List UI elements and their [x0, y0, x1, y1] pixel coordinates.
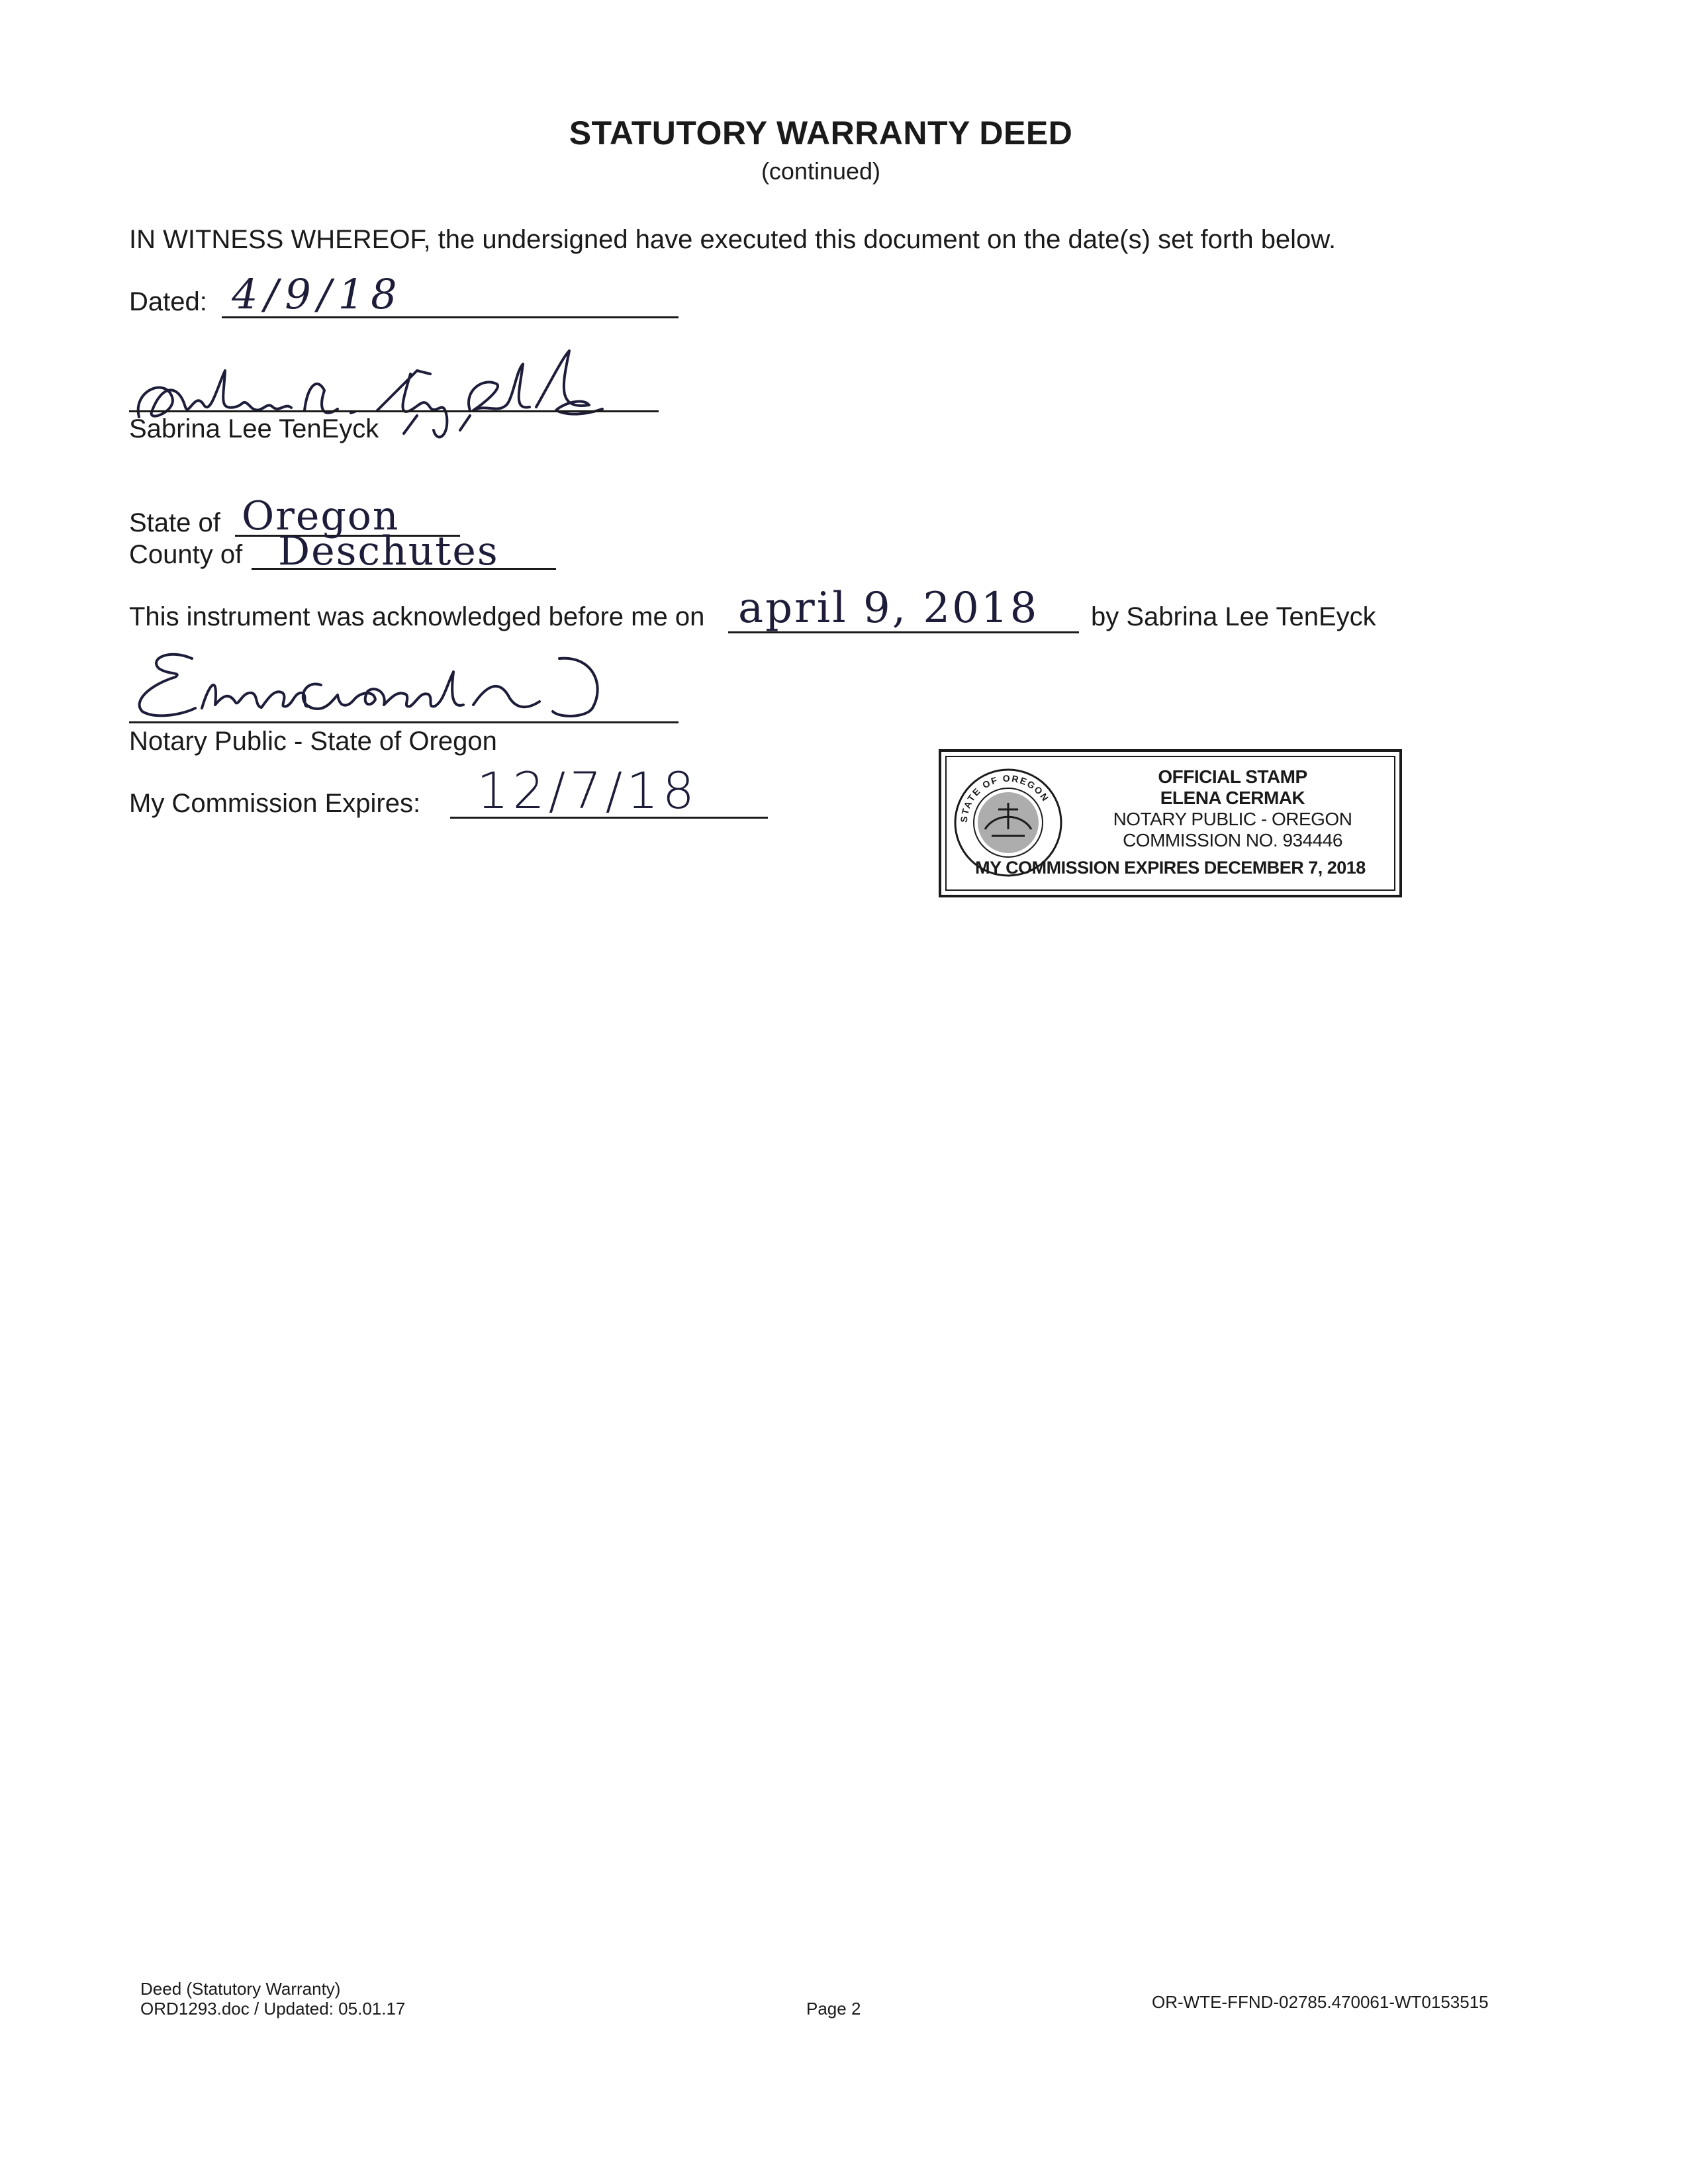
notary-signature-line — [129, 721, 679, 723]
county-value: Deschutes — [278, 528, 499, 574]
dated-label: Dated: — [129, 287, 207, 316]
footer-doc-name: Deed (Statutory Warranty) — [140, 1979, 341, 1999]
ack-suffix: by Sabrina Lee TenEyck — [1091, 602, 1376, 631]
stamp-line-commission-no: COMMISSION NO. 934446 — [1123, 830, 1342, 850]
document-subtitle: (continued) — [761, 158, 881, 185]
document-title: STATUTORY WARRANTY DEED — [569, 114, 1073, 152]
county-label: County of — [129, 540, 243, 569]
stamp-line-expiration: MY COMMISSION EXPIRES DECEMBER 7, 2018 — [975, 858, 1366, 878]
official-notary-stamp — [939, 749, 1402, 897]
footer-page-number: Page 2 — [806, 1999, 861, 2019]
stamp-line-official: OFFICIAL STAMP — [1158, 766, 1307, 787]
state-label: State of — [129, 508, 220, 537]
grantor-name: Sabrina Lee TenEyck — [129, 414, 379, 443]
stamp-line-notary-name: ELENA CERMAK — [1160, 788, 1305, 808]
grantor-signature-line — [129, 410, 659, 412]
notary-signature-image — [129, 645, 679, 731]
witness-statement: IN WITNESS WHEREOF, the undersigned have executed this document on the date(s) set forth below. — [129, 225, 1336, 254]
footer-file-number: OR-WTE-FFND-02785.470061-WT0153515 — [1152, 1992, 1489, 2012]
footer-doc-version: ORD1293.doc / Updated: 05.01.17 — [140, 1999, 406, 2019]
ack-date: april 9, 2018 — [738, 584, 1039, 633]
commission-label: My Commission Expires: — [129, 789, 421, 818]
dated-value: 4/9/18 — [232, 270, 404, 318]
commission-value: 12/7/18 — [477, 761, 698, 820]
ack-prefix: This instrument was acknowledged before me on — [129, 602, 705, 631]
stamp-line-notary-public: NOTARY PUBLIC - OREGON — [1113, 809, 1352, 829]
notary-title: Notary Public - State of Oregon — [129, 727, 497, 756]
seal-text: STATE OF OREGON — [958, 772, 1052, 823]
state-value: Oregon — [242, 493, 400, 539]
